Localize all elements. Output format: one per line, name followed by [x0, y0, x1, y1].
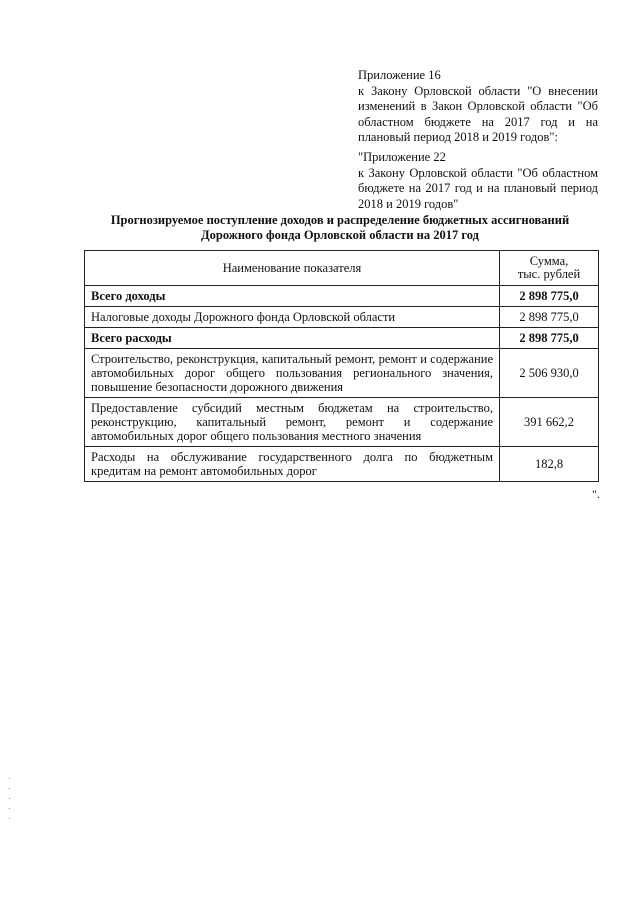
table-row-debt-service: [85, 447, 599, 482]
appendix-22-block: [358, 150, 598, 212]
row-sum: 2 898 775,0: [500, 307, 599, 328]
row-sum: 2 898 775,0: [500, 328, 599, 349]
row-name: Строительство, реконструкция, капитальный ремонт, ремонт и содержание автомобильных дорог общего пользования регионального значения, повышение безопасности дорожного движения: [85, 349, 500, 398]
header-sum-line-1: Сумма,: [529, 254, 569, 268]
document-title-line-1: Прогнозируемое поступление доходов и распределение бюджетных ассигнований: [110, 213, 570, 227]
table-row-local-subsidies: [85, 398, 599, 447]
document-title: [80, 213, 600, 243]
row-name: Всего расходы: [85, 328, 500, 349]
appendix-22-title: "Приложение 22: [358, 150, 446, 164]
header-sum: [500, 251, 599, 286]
appendix-16-title: Приложение 16: [358, 68, 441, 82]
row-sum: 391 662,2: [500, 398, 599, 447]
row-sum: 182,8: [500, 447, 599, 482]
road-fund-table: [84, 250, 599, 482]
table-row-total-income: [85, 286, 599, 307]
scan-margin-marks: [9, 778, 11, 828]
row-name: Всего доходы: [85, 286, 500, 307]
appendix-22-body: к Закону Орловской области "Об областном бюджете на 2017 год и на плановый период 2018 и 2019 годов": [358, 165, 598, 211]
appendix-16-block: [358, 68, 598, 146]
table-row-total-expenses: [85, 328, 599, 349]
header-indicator-name: Наименование показателя: [85, 251, 500, 286]
table-header-row: [85, 251, 599, 286]
appendix-16-body: к Закону Орловской области "О внесении изменений в Закон Орловской области "Об областном бюджете на 2017 год и на плановый период 2018 и 2019 годов":: [358, 83, 598, 144]
row-sum: 2 506 930,0: [500, 349, 599, 398]
closing-quote: ".: [592, 487, 600, 501]
row-name: Предоставление субсидий местным бюджетам на строительство, реконструкцию, капитальный ремонт, ремонт и содержание автомобильных дорог общего пользования местного значения: [85, 398, 500, 447]
table-row-regional-roads: [85, 349, 599, 398]
row-name: Налоговые доходы Дорожного фонда Орловской области: [85, 307, 500, 328]
row-name: Расходы на обслуживание государственного долга по бюджетным кредитам на ремонт автомобильных дорог: [85, 447, 500, 482]
table-row-tax-income: [85, 307, 599, 328]
row-sum: 2 898 775,0: [500, 286, 599, 307]
document-title-line-2: Дорожного фонда Орловской области на 2017 год: [201, 228, 479, 242]
header-sum-line-2: тыс. рублей: [517, 267, 581, 281]
